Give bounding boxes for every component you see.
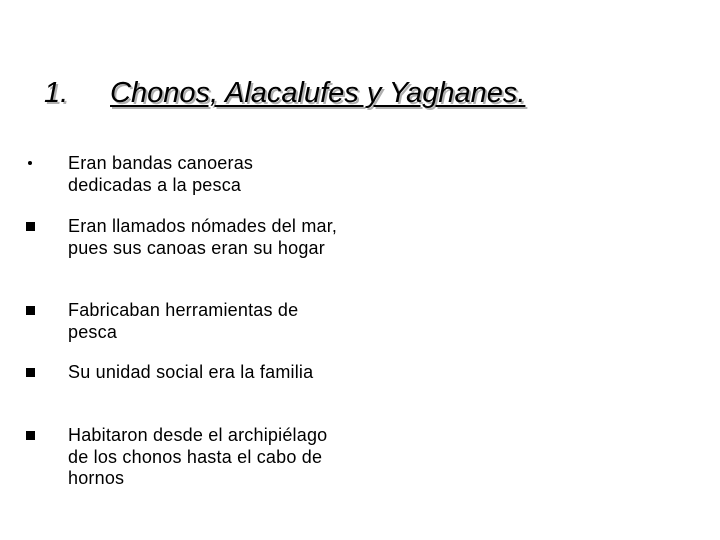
title-number: 1.: [44, 77, 69, 109]
list-item: [68, 300, 338, 343]
list-item-text: Eran bandas canoeras dedicadas a la pesca: [68, 153, 254, 195]
list-item-text: Habitaron desde el archipiélago de los chonos hasta el cabo de hornos: [68, 425, 328, 488]
list-item-text: Fabricaban herramientas de pesca: [68, 300, 299, 342]
list-item: [68, 216, 338, 259]
list-item: [68, 425, 338, 490]
list-item: [68, 362, 338, 384]
title-text: Chonos, Alacalufes y Yaghanes.: [110, 77, 526, 109]
square-bullet-icon: [26, 431, 35, 440]
list-item-text: Su unidad social era la familia: [68, 362, 314, 382]
square-bullet-icon: [26, 368, 35, 377]
list-item: [68, 153, 338, 196]
list-item-text: Eran llamados nómades del mar, pues sus canoas eran su hogar: [68, 216, 338, 258]
square-bullet-icon: [26, 306, 35, 315]
dot-bullet-icon: [28, 161, 32, 165]
square-bullet-icon: [26, 222, 35, 231]
